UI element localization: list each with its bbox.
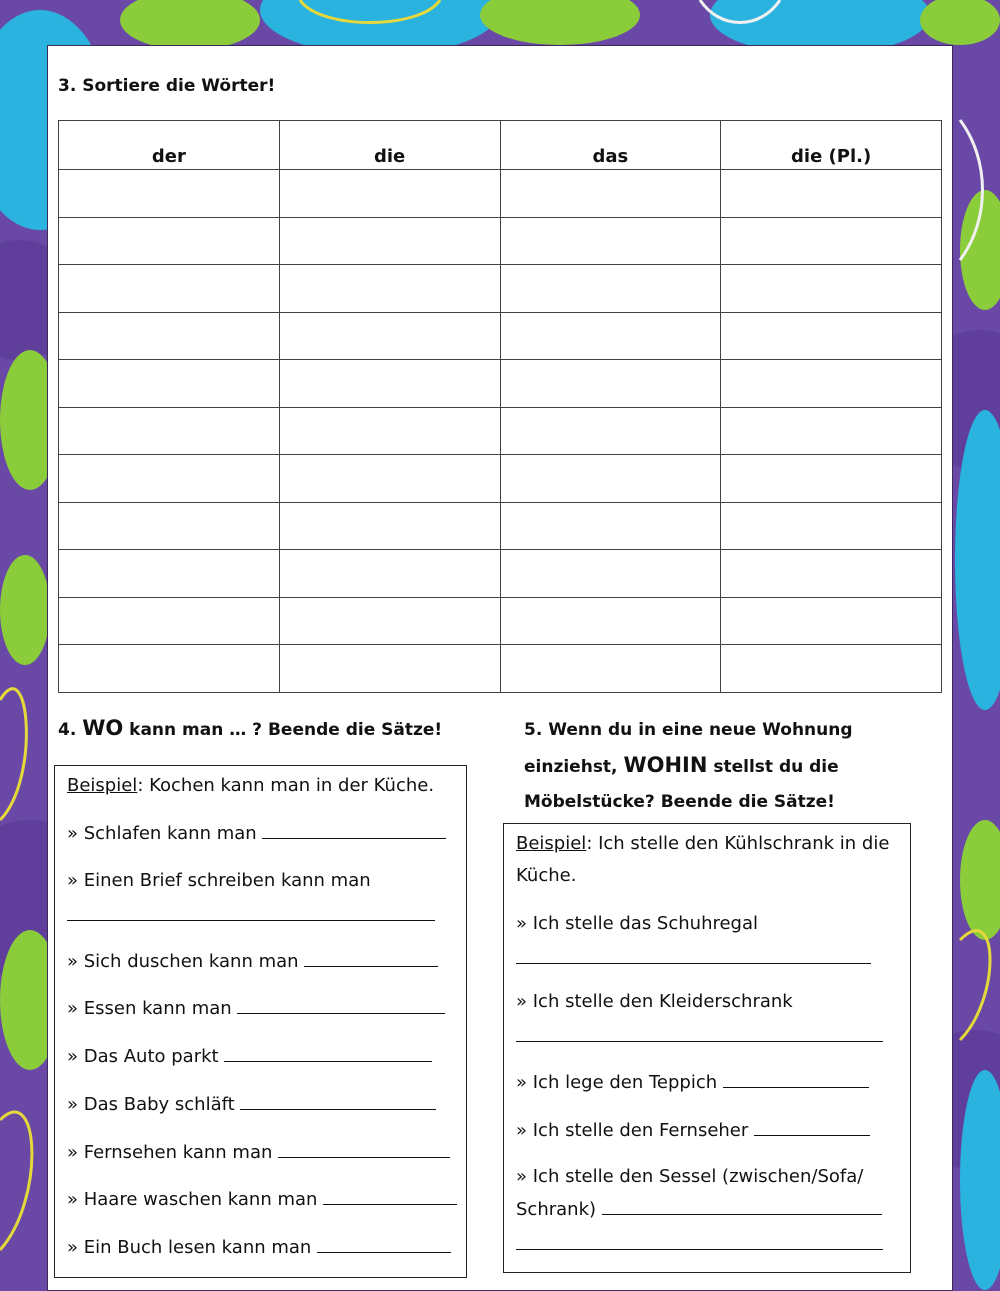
exercise-5-item xyxy=(516,1071,869,1093)
example-text: : Ich stelle den Kühlschrank in die xyxy=(586,833,890,854)
table-cell[interactable] xyxy=(279,645,500,693)
table-cell[interactable] xyxy=(279,597,500,645)
exercise-4-wo: WO xyxy=(82,716,124,740)
exercise-5-item xyxy=(516,913,758,934)
table-cell[interactable] xyxy=(721,597,942,645)
exercise-4-item xyxy=(67,1236,451,1258)
exercise-4-heading xyxy=(58,716,442,740)
table-cell[interactable] xyxy=(279,550,500,598)
exercise-5-heading xyxy=(524,713,944,820)
table-cell[interactable] xyxy=(279,455,500,503)
table-cell[interactable] xyxy=(279,502,500,550)
table-cell[interactable] xyxy=(721,312,942,360)
exercise-4-item xyxy=(67,1188,457,1210)
answer-blank[interactable] xyxy=(602,1198,882,1215)
exercise-5-heading-line2 xyxy=(524,748,944,785)
column-die: die xyxy=(279,121,500,170)
sort-table xyxy=(58,120,942,693)
table-cell[interactable] xyxy=(279,170,500,218)
table-cell[interactable] xyxy=(279,360,500,408)
exercise-4-item-blank xyxy=(67,904,435,926)
answer-blank[interactable] xyxy=(262,822,446,839)
item-text: » Essen kann man xyxy=(67,998,232,1019)
item-text: » Sich duschen kann man xyxy=(67,951,299,972)
table-row xyxy=(59,455,942,503)
item-text: » Das Auto parkt xyxy=(67,1046,219,1067)
table-row xyxy=(59,645,942,693)
answer-blank[interactable] xyxy=(317,1236,451,1253)
table-cell[interactable] xyxy=(59,265,280,313)
table-row xyxy=(59,360,942,408)
exercise-4-heading-rest: kann man … ? Beende die Sätze! xyxy=(129,720,443,740)
table-cell[interactable] xyxy=(500,360,721,408)
table-row xyxy=(59,312,942,360)
column-der: der xyxy=(59,121,280,170)
table-cell[interactable] xyxy=(279,217,500,265)
table-cell[interactable] xyxy=(59,170,280,218)
exercise-4-item xyxy=(67,870,371,891)
table-cell[interactable] xyxy=(721,360,942,408)
exercise-4-item xyxy=(67,997,445,1019)
table-row xyxy=(59,550,942,598)
example-label: Beispiel xyxy=(67,775,138,796)
table-cell[interactable] xyxy=(721,170,942,218)
exercise-5-item-blank xyxy=(516,947,871,969)
table-cell[interactable] xyxy=(59,360,280,408)
table-cell[interactable] xyxy=(500,312,721,360)
item-text: » Ich stelle den Sessel (zwischen/Sofa/ xyxy=(516,1166,864,1187)
exercise-4-item xyxy=(67,1141,450,1163)
example-text: : Kochen kann man in der Küche. xyxy=(137,775,435,796)
table-cell[interactable] xyxy=(500,265,721,313)
exercise-5-example xyxy=(516,833,889,854)
answer-blank[interactable] xyxy=(304,950,438,967)
answer-blank[interactable] xyxy=(278,1141,450,1158)
exercise-5-example-cont: Küche. xyxy=(516,865,577,886)
exercise-4-example xyxy=(67,775,434,796)
column-die-plural: die (Pl.) xyxy=(721,121,942,170)
table-cell[interactable] xyxy=(59,597,280,645)
exercise-5-item xyxy=(516,991,793,1012)
example-label: Beispiel xyxy=(516,833,587,854)
table-cell[interactable] xyxy=(59,312,280,360)
column-das: das xyxy=(500,121,721,170)
table-cell[interactable] xyxy=(279,312,500,360)
item-text: » Das Baby schläft xyxy=(67,1094,235,1115)
item-text: » Einen Brief schreiben kann man xyxy=(67,870,371,891)
item-text: » Ein Buch lesen kann man xyxy=(67,1237,312,1258)
answer-blank[interactable] xyxy=(516,1233,883,1250)
table-row xyxy=(59,407,942,455)
answer-blank[interactable] xyxy=(516,1025,883,1042)
table-cell[interactable] xyxy=(721,550,942,598)
table-body xyxy=(59,170,942,693)
item-text: » Ich stelle den Fernseher xyxy=(516,1120,749,1141)
table-cell[interactable] xyxy=(59,645,280,693)
table-cell[interactable] xyxy=(721,265,942,313)
table-cell[interactable] xyxy=(500,217,721,265)
item-text: » Ich stelle den Kleiderschrank xyxy=(516,991,793,1012)
table-row xyxy=(59,597,942,645)
table-cell[interactable] xyxy=(721,217,942,265)
answer-blank[interactable] xyxy=(723,1071,869,1088)
item-text: Schrank) xyxy=(516,1199,597,1220)
exercise-4-item xyxy=(67,1045,432,1067)
answer-blank[interactable] xyxy=(67,904,435,921)
table-cell[interactable] xyxy=(721,407,942,455)
table-cell[interactable] xyxy=(59,455,280,503)
table-cell[interactable] xyxy=(500,597,721,645)
answer-blank[interactable] xyxy=(224,1045,432,1062)
exercise-5-item-blank xyxy=(516,1025,883,1047)
table-cell[interactable] xyxy=(59,502,280,550)
exercise-5-wohin: WOHIN xyxy=(623,753,708,777)
table-row xyxy=(59,502,942,550)
exercise-5-item xyxy=(516,1166,863,1187)
table-row xyxy=(59,170,942,218)
table-cell[interactable] xyxy=(59,217,280,265)
table-row xyxy=(59,217,942,265)
exercise-5-item xyxy=(516,1198,882,1220)
table-cell[interactable] xyxy=(500,645,721,693)
item-text: » Schlafen kann man xyxy=(67,823,257,844)
table-cell[interactable] xyxy=(500,502,721,550)
table-cell[interactable] xyxy=(59,407,280,455)
table-cell[interactable] xyxy=(721,645,942,693)
exercise-4-item xyxy=(67,822,446,844)
table-cell[interactable] xyxy=(279,265,500,313)
answer-blank[interactable] xyxy=(237,997,445,1014)
table-cell[interactable] xyxy=(721,455,942,503)
item-text: » Ich stelle das Schuhregal xyxy=(516,913,759,934)
answer-blank[interactable] xyxy=(323,1188,457,1205)
exercise-5-heading-line3: Möbelstücke? Beende die Sätze! xyxy=(524,792,835,812)
answer-blank[interactable] xyxy=(754,1119,870,1136)
heading-part: stellst du die xyxy=(713,757,839,777)
answer-blank[interactable] xyxy=(240,1093,436,1110)
exercise-5-heading-line1: 5. Wenn du in eine neue Wohnung xyxy=(524,720,853,740)
heading-part: einziehst, xyxy=(524,757,618,777)
item-text: » Ich lege den Teppich xyxy=(516,1072,718,1093)
table-header-row xyxy=(59,121,942,170)
table-cell[interactable] xyxy=(500,407,721,455)
table-row xyxy=(59,265,942,313)
item-text: » Fernsehen kann man xyxy=(67,1142,273,1163)
exercise-4-item xyxy=(67,1093,436,1115)
answer-blank[interactable] xyxy=(516,947,871,964)
table-cell[interactable] xyxy=(59,550,280,598)
item-text: » Haare waschen kann man xyxy=(67,1189,318,1210)
table-cell[interactable] xyxy=(721,502,942,550)
exercise-5-item xyxy=(516,1119,870,1141)
exercise-5-item-blank xyxy=(516,1233,883,1255)
table-cell[interactable] xyxy=(500,170,721,218)
exercise-4-item xyxy=(67,950,438,972)
exercise-4-number: 4. xyxy=(58,720,77,740)
table-cell[interactable] xyxy=(279,407,500,455)
table-cell[interactable] xyxy=(500,455,721,503)
exercise-3-heading: 3. Sortiere die Wörter! xyxy=(58,76,276,96)
table-cell[interactable] xyxy=(500,550,721,598)
